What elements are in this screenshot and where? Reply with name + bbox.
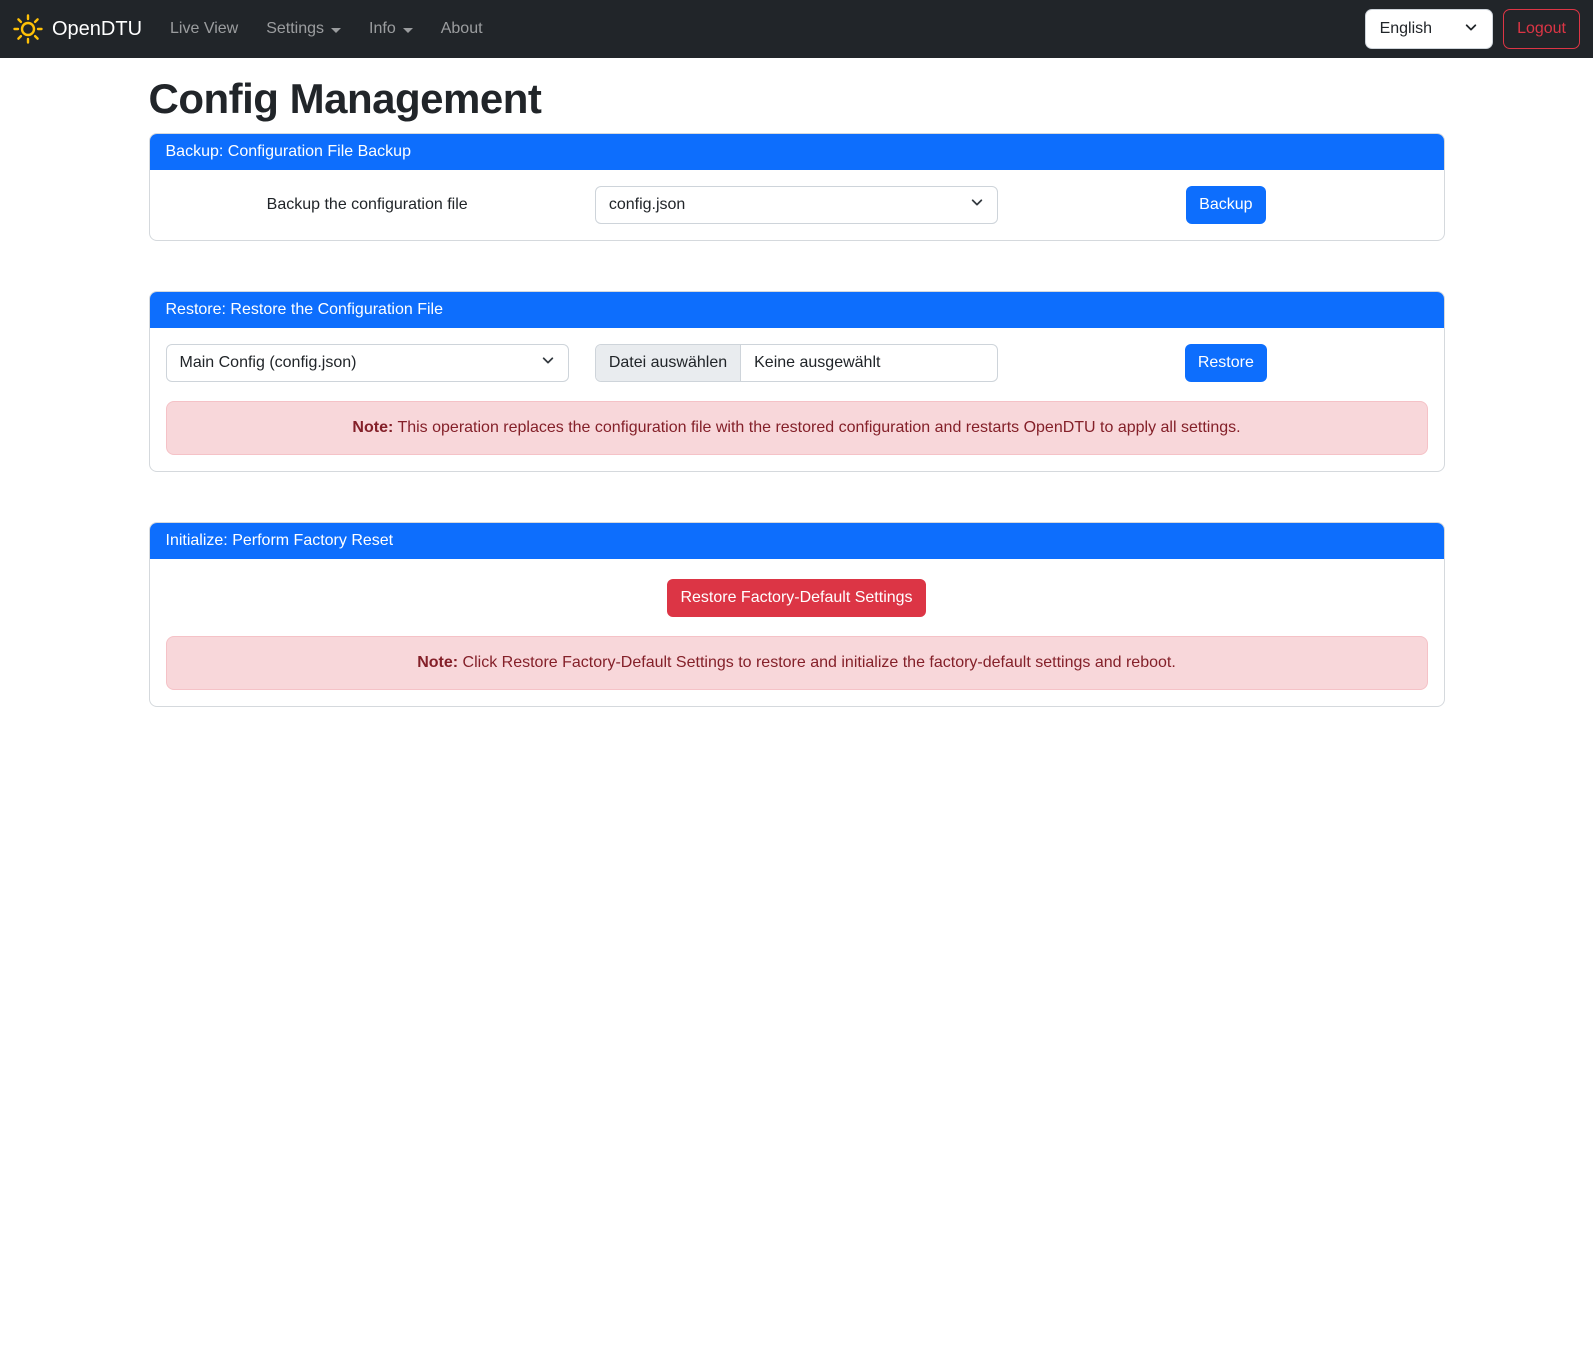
main-container — [137, 73, 1457, 707]
logout-button[interactable]: Logout — [1503, 9, 1580, 49]
caret-down-icon — [403, 28, 413, 33]
file-chosen-status: Keine ausgewählt — [754, 353, 881, 371]
caret-down-icon — [331, 28, 341, 33]
restore-card — [149, 291, 1445, 472]
language-select[interactable] — [1365, 9, 1493, 49]
nav-item-live-view-label: Live View — [170, 20, 239, 37]
backup-card-body — [150, 170, 1444, 240]
nav-item-about-label: About — [440, 20, 483, 37]
nav-item-live-view[interactable] — [156, 12, 252, 46]
factory-reset-card-body — [150, 559, 1444, 706]
restore-note-label: Note: — [352, 418, 394, 436]
chevron-down-icon — [970, 195, 984, 214]
brand-link[interactable] — [13, 14, 142, 44]
sun-icon — [13, 14, 43, 44]
restore-config-select-value: Main Config (config.json) — [179, 353, 357, 371]
page-title: Config Management — [148, 75, 542, 122]
backup-file-label: Backup the configuration file — [266, 195, 468, 213]
restore-note-text: This operation replaces the configuration file with the restored configuration and restarts OpenDTU to apply all settings. — [393, 418, 1241, 436]
restore-card-body — [150, 328, 1444, 471]
nav-item-about[interactable] — [427, 12, 497, 46]
factory-reset-button[interactable]: Restore Factory-Default Settings — [667, 579, 925, 617]
restore-config-select[interactable] — [166, 344, 569, 382]
factory-reset-note-label: Note: — [417, 653, 459, 671]
navbar-left — [13, 12, 497, 46]
chevron-down-icon — [1464, 20, 1478, 39]
language-select-value: English — [1379, 20, 1433, 37]
factory-reset-card-header: Initialize: Perform Factory Reset — [150, 523, 1444, 559]
nav-item-info[interactable] — [355, 12, 427, 46]
chevron-down-icon — [541, 353, 555, 372]
restore-button[interactable]: Restore — [1185, 344, 1267, 382]
factory-reset-note — [166, 636, 1428, 690]
navbar-right — [1365, 9, 1580, 49]
nav-item-settings-label: Settings — [266, 20, 325, 37]
nav-item-info-label: Info — [369, 20, 396, 37]
file-choose-button[interactable]: Datei auswählen — [596, 345, 741, 381]
backup-file-select-value: config.json — [608, 195, 686, 213]
factory-reset-note-text: Click Restore Factory-Default Settings to restore and initialize the factory-default settings and reboot. — [458, 653, 1176, 671]
factory-reset-card — [149, 522, 1445, 707]
backup-card — [149, 133, 1445, 241]
nav-item-settings[interactable] — [252, 12, 355, 46]
brand-label: OpenDTU — [52, 17, 143, 40]
top-navbar — [0, 0, 1593, 58]
backup-button[interactable]: Backup — [1186, 186, 1265, 224]
backup-card-header: Backup: Configuration File Backup — [150, 134, 1444, 170]
restore-file-input[interactable] — [595, 344, 998, 382]
restore-note — [166, 401, 1428, 455]
restore-card-header: Restore: Restore the Configuration File — [150, 292, 1444, 328]
backup-file-select[interactable] — [595, 186, 998, 224]
